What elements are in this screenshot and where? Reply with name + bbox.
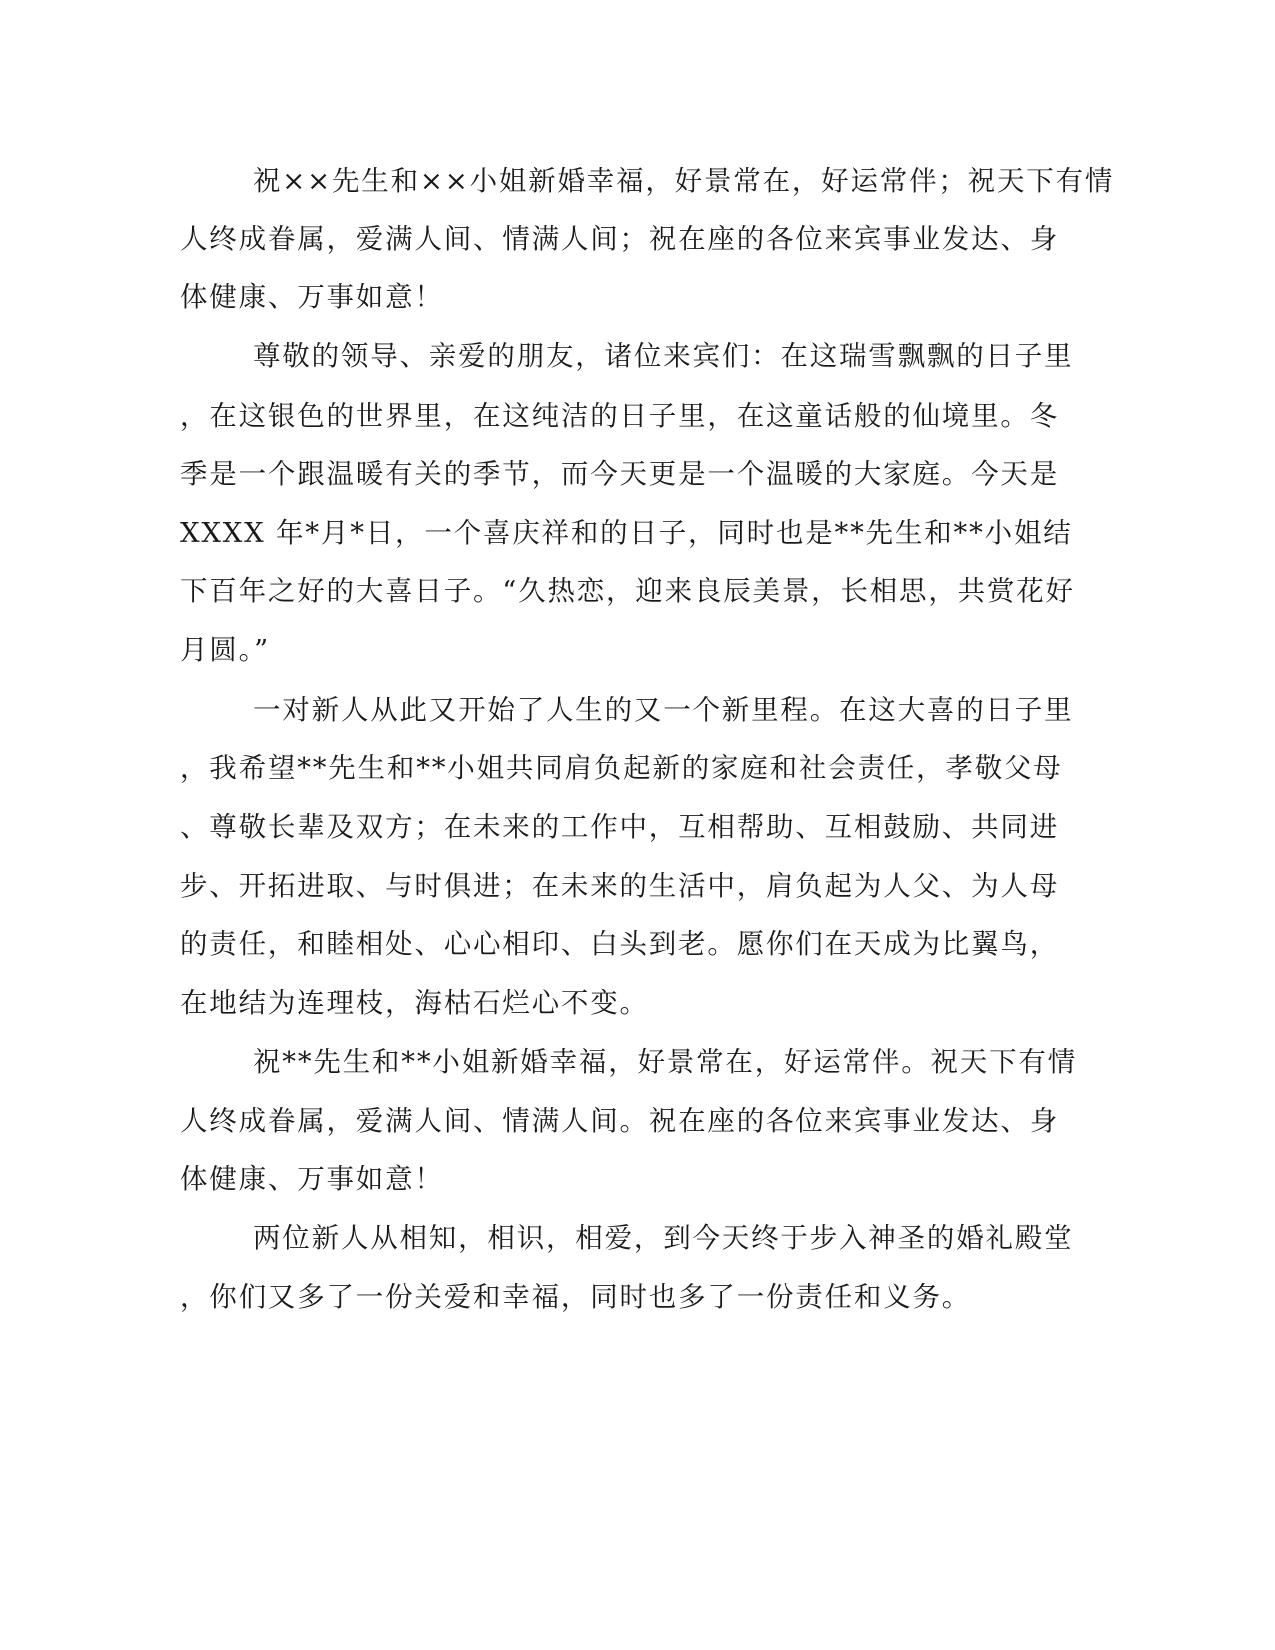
paragraph-5-line-2: ，你们又多了一份关爱和幸福，同时也多了一份责任和义务。 (180, 1281, 972, 1313)
paragraph-3-line-3: 、尊敬长辈及双方；在未来的工作中，互相帮助、互相鼓励、共同进 (180, 811, 1059, 843)
paragraph-3-line-5: 的责任，和睦相处、心心相印、白头到老。愿你们在天成为比翼鸟， (180, 928, 1059, 960)
paragraph-2-line-6: 月圆。” (180, 634, 271, 666)
paragraph-1-line-1: 祝××先生和××小姐新婚幸福，好景常在，好运常伴；祝天下有情 (253, 165, 1115, 197)
paragraph-2-line-5: 下百年之好的大喜日子。“久热恋，迎来良辰美景，长相思，共赏花好 (180, 575, 1075, 607)
paragraph-2-line-4: XXXX 年*月*日，一个喜庆祥和的日子，同时也是**先生和**小姐结 (180, 517, 1073, 549)
paragraph-3-line-1: 一对新人从此又开始了人生的又一个新里程。在这大喜的日子里 (253, 694, 1074, 726)
paragraph-3-line-4: 步、开拓进取、与时俱进；在未来的生活中，肩负起为人父、为人母 (180, 870, 1059, 902)
paragraph-3-line-6: 在地结为连理枝，海枯石烂心不变。 (180, 987, 649, 1019)
paragraph-4-line-1: 祝**先生和**小姐新婚幸福，好景常在，好运常伴。祝天下有情 (253, 1046, 1077, 1078)
paragraph-1-line-3: 体健康、万事如意！ (180, 281, 444, 313)
paragraph-4-line-2: 人终成眷属，爱满人间、情满人间。祝在座的各位来宾事业发达、身 (180, 1105, 1059, 1137)
paragraph-3-line-2: ，我希望**先生和**小姐共同肩负起新的家庭和社会责任，孝敬父母 (180, 752, 1063, 784)
paragraph-1-line-2: 人终成眷属，爱满人间、情满人间；祝在座的各位来宾事业发达、身 (180, 223, 1059, 255)
paragraph-4-line-3: 体健康、万事如意！ (180, 1163, 444, 1195)
paragraph-2-line-1: 尊敬的领导、亲爱的朋友，诸位来宾们：在这瑞雪飘飘的日子里 (253, 340, 1074, 372)
paragraph-2-line-2: ，在这银色的世界里，在这纯洁的日子里，在这童话般的仙境里。冬 (180, 400, 1059, 432)
paragraph-2-line-3: 季是一个跟温暖有关的季节，而今天更是一个温暖的大家庭。今天是 (180, 458, 1059, 490)
paragraph-5-line-1: 两位新人从相知，相识，相爱，到今天终于步入神圣的婚礼殿堂 (253, 1222, 1074, 1254)
